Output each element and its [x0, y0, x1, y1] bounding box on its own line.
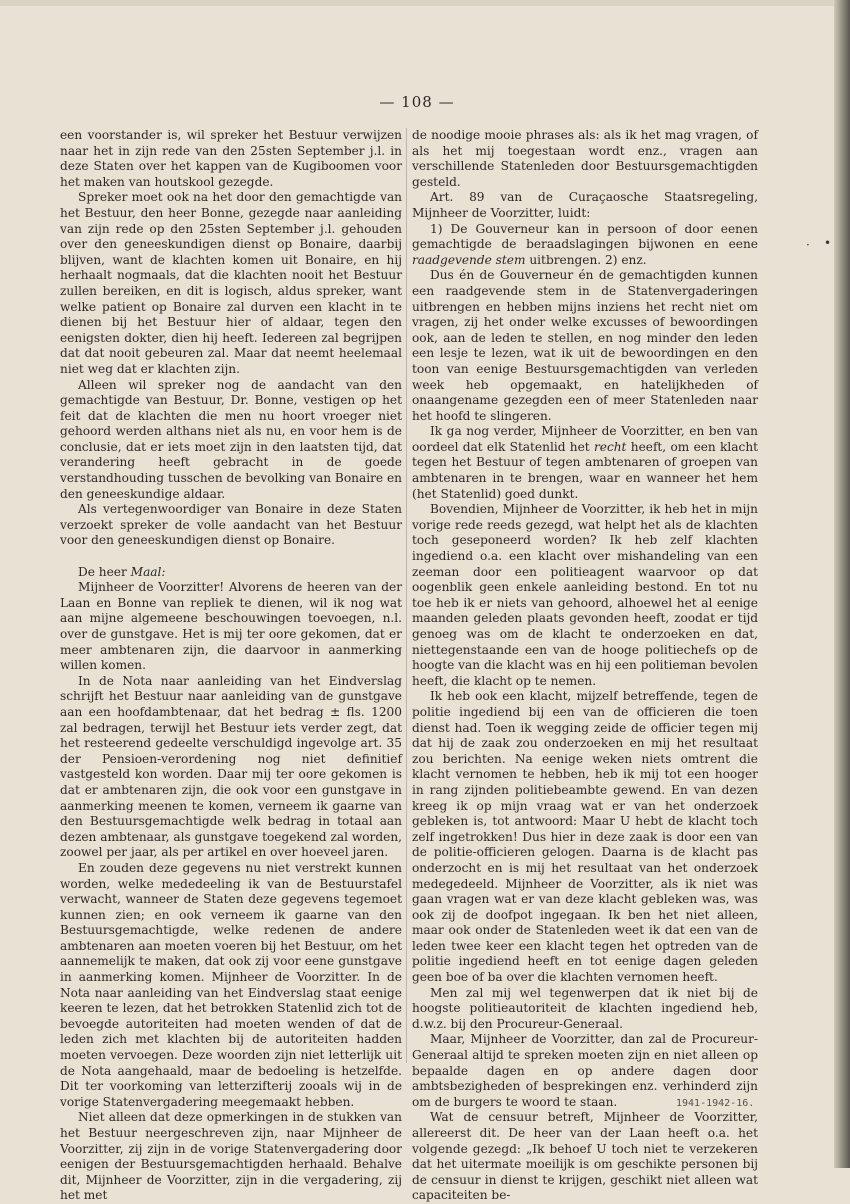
- paragraph: een voorstander is, wil spreker het Bestuur verwijzen naar het in zijn rede van den 25sten September j.l. in deze Staten over het kappen van de Kugiboomen voor het maken van houtskool gezegde.: [60, 128, 402, 189]
- speaker-prefix: De heer: [78, 564, 127, 579]
- page-top-edge: [0, 0, 834, 6]
- paragraph: Spreker moet ook na het door den gemachtigde van het Bestuur, den heer Bonne, gezegde naar aanleiding van zijn rede op den 25sten September j.l. gehouden over den geneeskundigen dienst op Bonaire, daarbij blijven, want de klachten komen uit Bonaire, en hij herhaalt nogmaals, dat die klachten nooit het Bestuur zullen bereiken, en dit is logisch, aldus spreker, want welke patient op Bonaire zal durven een klacht in te dienen bij het Bestuur hier of aldaar, tegen den eenigsten dokter, dien hij heeft. Iedereen zal begrijpen dat dat nooit gebeuren zal. Maar dat neemt heelemaal niet weg dat er klachten zijn.: [60, 190, 402, 376]
- right-column: [412, 128, 758, 1204]
- paragraph: Bovendien, Mijnheer de Voorzitter, ik heb het in mijn vorige rede reeds gezegd, wat helpt het als de klachten toch geseponeerd worden? Ik heb zelf klachten ingediend o.a. een klacht over mishandeling van een zeeman door een politieagent waarvoor op dat oogenblik geen enkele aanleiding bestond. En tot nu toe heb ik er niets van gehoord, alhoewel het al eenige maanden geleden plaats gevonden heeft, zoodat er tijd genoeg was om de klacht te onderzoeken en dat, niettegenstaande een van de hooge politiechefs op de hoogte van die klacht was en hij een politieman bevolen heeft, die klacht op te nemen.: [412, 502, 758, 688]
- paragraph: Ik heb ook een klacht, mijzelf betreffende, tegen de politie ingediend bij een van de officieren die toen dienst had. Toen ik wegging zeide de officier tegen mij dat hij de zaak zou onderzoeken en mij het resultaat zou berichten. Na eenige weken niets omtrent die klacht vernomen te hebben, heb ik mij tot een hooger in rang zijnden politiebeambte gewend. En van dezen kreeg ik op mijn vraag wat er van het onderzoek gebleken is, tot antwoord: Maar U hebt de klacht toch zelf ingetrokken! Dus hier in deze zaak is door een van de politie-officieren gelogen. Daarna is de klacht pas onderzocht en is mij het resultaat van het onderzoek medegedeeld. Mijnheer de Voorzitter, als ik niet was gaan vragen wat er van deze klacht gebleken was, was ook zij de doofpot ingegaan. Ik ben het niet alleen, maar ook onder de Statenleden weet ik dat een van de leden twee keer een klacht tegen het optreden van de politie ingediend heeft en tot eenige dagen geleden geen boe of ba over die klachten vernomen heeft.: [412, 689, 758, 985]
- margin-dot: ·: [806, 238, 810, 252]
- paragraph: Niet alleen dat deze opmerkingen in de stukken van het Bestuur neergeschreven zijn, naar Mijnheer de Voorzitter, zij zijn in de vorige Statenvergadering door eenigen der Bestuursgemachtigden herhaald. Behalve dit, Mijnheer de Voorzitter, zijn in die vergadering, zij het met: [60, 1110, 402, 1203]
- emphasis: recht: [593, 439, 627, 454]
- emphasis: raadgevende stem: [412, 252, 526, 267]
- paragraph: Alleen wil spreker nog de aandacht van den gemachtigde van Bestuur, Dr. Bonne, vestigen op het feit dat de klachten die men nu hoort vroeger niet gehoord werden althans niet als nu, en voor hem is de conclusie, dat er iets moet zijn in den laatsten tijd, dat verandering heeft gebracht in de goede verstandhouding tusschen de bevolking van Bonaire en den geneeskundige aldaar.: [60, 377, 402, 501]
- paragraph: de noodige mooie phrases als: als ik het mag vragen, of als het mij toegestaan wordt enz., vragen aan verschillende Statenleden door Bestuursgemachtigden gesteld.: [412, 128, 758, 189]
- paragraph: Dus én de Gouverneur én de gemachtigden kunnen een raadgevende stem in de Statenvergaderingen uitbrengen en hebben mijns inziens het recht niet om vragen, zij het onder welke excusses of bewoordingen ook, aan de leden te stellen, en nog minder den leden een lesje te lezen, wat ik uit de bewoordingen en den toon van eenige Bestuursgemachtigden van verleden week heb opgemaakt, en hatelijkheden of onaangename gezegden een of meer Statenleden naar het hoofd te slingeren.: [412, 268, 758, 423]
- left-column: [60, 128, 402, 1204]
- page-number: — 108 —: [379, 93, 455, 111]
- paragraph: In de Nota naar aanleiding van het Eindverslag schrijft het Bestuur naar aanleiding van de gunstgave aan een hoofdambtenaar, dat het bedrag ± fls. 1200 zal bedragen, terwijl het Bestuur iets verder zegt, dat het resteerend gedeelte verschuldigd ingevolge art. 35 der Pensioen-verordening nog niet definitief vastgesteld kon worden. Daar mij ter oore gekomen is dat er ambtenaren zijn, die ook voor een gunstgave in aanmerking meenen te komen, verneem ik gaarne van den Bestuursgemachtigde welk bedrag in totaal aan dezen ambtenaar, als gunstgave toegekend zal worden, zoowel per jaar, als per artikel en over hoeveel jaren.: [60, 673, 402, 860]
- paragraph: En zouden deze gegevens nu niet verstrekt kunnen worden, welke mededeeling ik van de Bestuurstafel verwacht, wanneer de Staten deze gegevens tegemoet kunnen zien; en ook verneem ik gaarne van den Bestuursgemachtigde, welke redenen de andere ambtenaren aan moeten voeren bij het Bestuur, om het aannemelijk te maken, dat ook zij voor eene gunstgave in aanmerking komen. Mijnheer de Voorzitter. In de Nota naar aanleiding van het Eindverslag staat eenige keeren te lezen, dat het betrokken Statenlid zich tot de bevoegde autoriteiten had moeten wenden of dat de leden zich met klachten bij de autoriteiten hadden moeten vervoegen. Deze woorden zijn niet letterlijk uit de Nota aangehaald, maar de bedoeling is hetzelfde. Dit ter voorkoming van letterzifterij zooals wij in de vorige Statenvergadering meegemaakt hebben.: [60, 860, 402, 1109]
- paragraph: Mijnheer de Voorzitter! Alvorens de heeren van der Laan en Bonne van repliek te dienen, wil ik nog wat aan mijne algemeene beschouwingen toevoegen, n.l. over de gunstgave. Het is mij ter oore gekomen, dat er meer ambtenaren zijn, die daarvoor in aanmerking willen komen.: [60, 580, 402, 673]
- paragraph: Men zal mij wel tegenwerpen dat ik niet bij de hoogste politieautoriteit de klachten ingediend heb, d.w.z. bij den Procureur-Generaal.: [412, 985, 758, 1031]
- speaker-heading: [60, 565, 402, 581]
- archive-mark: 1941-1942-16.: [676, 1098, 755, 1109]
- paragraph: Ik ga nog verder, Mijnheer de Voorzitter, en ben van oordeel dat elk Statenlid het recht heeft, om een klacht tegen het Bestuur of tegen ambtenaren of groepen van ambtenaren in te brengen, waar en wanneer het hem (het Statenlid) goed dunkt.: [412, 424, 759, 501]
- paragraph: Als vertegenwoordiger van Bonaire in deze Staten verzoekt spreker de volle aandacht van het Bestuur voor den geneeskundigen dienst op Bonaire.: [60, 502, 402, 548]
- paragraph: Maar, Mijnheer de Voorzitter, dan zal de Procureur-Generaal altijd te spreken moeten zijn en niet alleen op bepaalde dagen en op andere dagen door ambtsbezigheden of besprekingen enz. verhinderd zijn om de burgers te woord te staan.: [412, 1032, 758, 1109]
- article-quote: 1) De Gouverneur kan in persoon of door eenen gemachtigde de beraadslagingen bijwonen en eene raadgevende stem uitbrengen. 2) enz.: [412, 221, 758, 267]
- paragraph: Wat de censuur betreft, Mijnheer de Voorzitter, allereerst dit. De heer van der Laan heeft o.a. het volgende gezegd: „Ik behoef U toch niet te verzekeren dat het uitermate moeilijk is om geschikte personen bij de censuur in dienst te krijgen, geschikt niet alleen wat capaciteiten be-: [412, 1110, 758, 1203]
- paragraph: Art. 89 van de Curaçaosche Staatsregeling, Mijnheer de Voorzitter, luidt:: [412, 190, 758, 220]
- speaker-name: Maal:: [130, 564, 166, 579]
- page-edge-shadow: [834, 0, 850, 1168]
- margin-dot: •: [824, 236, 832, 250]
- column-divider: [406, 128, 407, 1063]
